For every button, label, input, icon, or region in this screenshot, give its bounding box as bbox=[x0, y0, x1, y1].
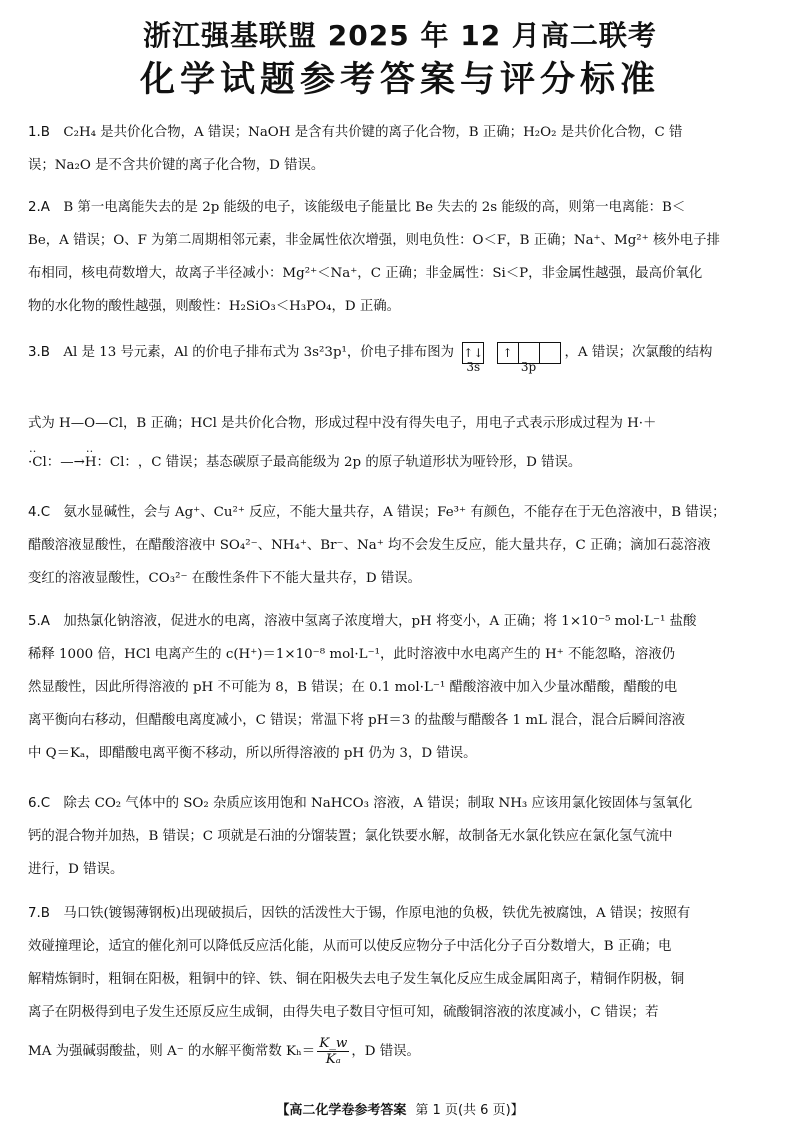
answer-text: 醋酸溶液显酸性，在醋酸溶液中 SO₄²⁻、NH₄⁺、Br⁻、Na⁺ 均不会发生反应，能大量共存，C 正确；滴加石蕊溶液 bbox=[28, 538, 711, 553]
footer-label: 【高二化学卷参考答案 bbox=[276, 1103, 407, 1118]
answer-line bbox=[28, 605, 772, 638]
answer-line bbox=[28, 562, 772, 595]
answer-text: 式为 H—O—Cl，B 正确；HCl 是共价化合物，形成过程中没有得失电子，用电子式表示形成过程为 H·＋ bbox=[28, 416, 657, 431]
answer-text: 氨水显碱性，会与 Ag⁺、Cu²⁺ 反应，不能大量共存，A 错误；Fe³⁺ 有颜色，不能存在于无色溶液中，B 错误； bbox=[63, 505, 726, 520]
answer-text: Be，A 错误；O、F 为第二周期相邻元素，非金属性依次增强，则电负性：O＜F，B 正确；Na⁺、Mg²⁺ 核外电子排 bbox=[28, 233, 720, 248]
answer-line bbox=[28, 116, 772, 149]
answer-text: 变红的溶液显酸性，CO₃²⁻ 在酸性条件下不能大量共存，D 错误。 bbox=[28, 571, 422, 586]
electron-formula-hcl: ‥ H：Cl： bbox=[85, 446, 138, 479]
answer-text: MA 为强碱弱酸盐，则 A⁻ 的水解平衡常数 Kₕ＝ bbox=[28, 1044, 316, 1059]
orbital-label-3s: 3s bbox=[466, 360, 481, 374]
orbital-box: ↑↓ bbox=[462, 342, 484, 364]
answer-text: 进行，D 错误。 bbox=[28, 862, 124, 877]
answer-number: 3.B bbox=[28, 345, 50, 360]
answer-7 bbox=[28, 897, 772, 1071]
answer-line bbox=[28, 290, 772, 323]
answer-line bbox=[28, 930, 772, 963]
answer-line bbox=[28, 257, 772, 290]
answer-number: 5.A bbox=[28, 614, 50, 629]
fraction-numerator: K_w bbox=[319, 1036, 348, 1051]
orbital-3p bbox=[497, 336, 561, 374]
answer-number: 6.C bbox=[28, 796, 51, 811]
answer-text: 中 Q＝Kₐ，即醋酸电离平衡不移动，所以所得溶液的 pH 仍为 3，D 错误。 bbox=[28, 746, 477, 761]
answer-line bbox=[28, 1033, 772, 1071]
answer-text: 稀释 1000 倍，HCl 电离产生的 c(H⁺)＝1×10⁻⁸ mol·L⁻¹，此时溶液中水电离产生的 H⁺ 不能忽略，溶液仍 bbox=[28, 647, 676, 662]
answer-text: 物的水化物的酸性越强，则酸性：H₂SiO₃＜H₃PO₄，D 正确。 bbox=[28, 299, 401, 314]
answer-line bbox=[28, 996, 772, 1029]
orbital-3s bbox=[462, 336, 484, 374]
answer-line bbox=[28, 529, 772, 562]
answer-6 bbox=[28, 787, 772, 886]
page-footer bbox=[0, 1099, 800, 1118]
answer-text: 马口铁(镀锡薄钢板)出现破损后，因铁的活泼性大于锡，作原电池的负极，铁优先被腐蚀，A 错误；按照有 bbox=[63, 906, 691, 921]
answer-text: 加热氯化钠溶液，促进水的电离，溶液中氢离子浓度增大，pH 将变小，A 正确；将 1×10⁻⁵ mol·L⁻¹ 盐酸 bbox=[63, 614, 697, 629]
answer-text: 效碰撞理论，适宜的催化剂可以降低反应活化能，从而可以使反应物分子中活化分子百分数增大，B 正确；电 bbox=[28, 939, 672, 954]
answer-line bbox=[28, 671, 772, 704]
answer-text: 离平衡向右移动，但醋酸电离度减小，C 错误；常温下将 pH＝3 的盐酸与醋酸各 1 mL 混合，混合后瞬间溶液 bbox=[28, 713, 686, 728]
answer-line bbox=[28, 191, 772, 224]
answer-line bbox=[28, 638, 772, 671]
answer-line bbox=[28, 853, 772, 886]
answer-5 bbox=[28, 605, 772, 770]
answer-text: 钙的混合物并加热，B 错误；C 项就是石油的分馏装置；氯化铁要水解，故制备无水氯化铁应在氯化氢气流中 bbox=[28, 829, 673, 844]
answer-text: ，A 错误；次氯酸的结构 bbox=[564, 345, 713, 360]
answer-text: 解精炼铜时，粗铜在阳极，粗铜中的锌、铁、铜在阳极失去电子发生氧化反应生成金属阳离子，精铜作阴极，铜 bbox=[28, 972, 685, 987]
answer-text: 离子在阴极得到电子发生还原反应生成铜，由得失电子数目守恒可知，硫酸铜溶液的浓度减小，C 错误；若 bbox=[28, 1005, 659, 1020]
answer-line bbox=[28, 704, 772, 737]
answer-line bbox=[28, 446, 772, 479]
answer-text: 误；Na₂O 是不含共价键的离子化合物，D 错误。 bbox=[28, 158, 325, 173]
answer-1 bbox=[28, 116, 772, 182]
answer-line bbox=[28, 336, 772, 374]
reaction-arrow: —→ bbox=[60, 455, 85, 470]
hydrolysis-constant-fraction bbox=[317, 1036, 349, 1067]
answer-3 bbox=[28, 336, 772, 479]
orbital-box: ↑ bbox=[497, 342, 519, 364]
answer-4 bbox=[28, 496, 772, 595]
answer-text: ，D 错误。 bbox=[351, 1044, 420, 1059]
document-title: 化学试题参考答案与评分标准 bbox=[139, 60, 660, 100]
answer-line bbox=[28, 407, 772, 440]
answer-line bbox=[28, 149, 772, 182]
answer-line bbox=[28, 224, 772, 257]
answer-number: 1.B bbox=[28, 125, 50, 140]
answer-text: C₂H₄ 是共价化合物，A 错误；NaOH 是含有共价键的离子化合物，B 正确；H₂O₂ 是共价化合物，C 错 bbox=[63, 125, 683, 140]
answer-text: ，C 错误；基态碳原子最高能级为 2p 的原子轨道形状为哑铃形，D 错误。 bbox=[137, 455, 582, 470]
answer-line bbox=[28, 787, 772, 820]
answer-number: 4.C bbox=[28, 505, 51, 520]
answer-text: Al 是 13 号元素，Al 的价电子排布式为 3s²3p¹，价电子排布图为 bbox=[63, 345, 455, 360]
answer-text: 然显酸性，因此所得溶液的 pH 不可能为 8，B 错误；在 0.1 mol·L⁻¹ 醋酸溶液中加入少量冰醋酸，醋酸的电 bbox=[28, 680, 678, 695]
answer-line bbox=[28, 820, 772, 853]
answer-line bbox=[28, 963, 772, 996]
answer-line bbox=[28, 897, 772, 930]
answer-line bbox=[28, 496, 772, 529]
answer-number: 7.B bbox=[28, 906, 50, 921]
electron-formula-cl: ‥ ·Cl： bbox=[28, 446, 60, 479]
orbital-label-3p: 3p bbox=[520, 360, 537, 374]
answer-text: B 第一电离能失去的是 2p 能级的电子，该能级电子能量比 Be 失去的 2s 能级的高，则第一电离能：B＜ bbox=[63, 200, 686, 215]
fraction-denominator: Kₐ bbox=[325, 1052, 341, 1067]
answer-number: 2.A bbox=[28, 200, 50, 215]
answer-text: 除去 CO₂ 气体中的 SO₂ 杂质应该用饱和 NaHCO₃ 溶液，A 错误；制取 NH₃ 应该用氯化铵固体与氢氧化 bbox=[63, 796, 693, 811]
exam-title: 浙江强基联盟 2025 年 12 月高二联考 bbox=[143, 19, 657, 52]
answer-text: 布相同，核电荷数增大，故离子半径减小：Mg²⁺＜Na⁺，C 正确；非金属性：Si＜P，非金属性越强，最高价氧化 bbox=[28, 266, 703, 281]
answer-line bbox=[28, 737, 772, 770]
page-number: 第 1 页(共 6 页)】 bbox=[415, 1103, 524, 1118]
answer-2 bbox=[28, 191, 772, 323]
